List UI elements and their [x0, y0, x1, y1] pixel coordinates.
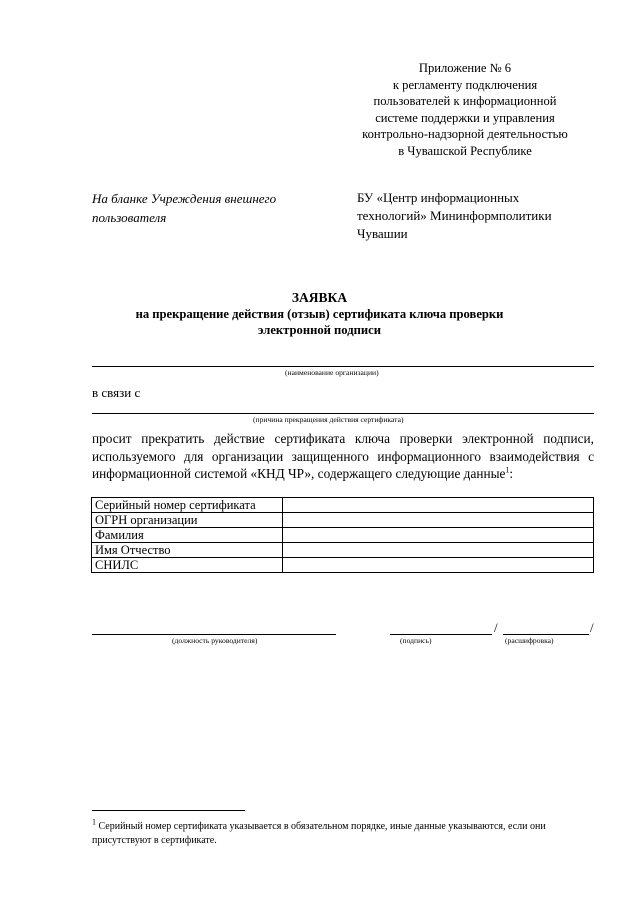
reason-field-line[interactable]	[92, 413, 594, 414]
table-cell-value[interactable]	[283, 558, 594, 573]
document-subtitle	[0, 306, 639, 338]
decoding-caption: (расшифровка)	[505, 636, 554, 645]
recipient-line: БУ «Центр информационных	[357, 190, 520, 205]
position-caption: (должность руководителя)	[172, 636, 258, 645]
footnote	[92, 817, 592, 848]
reason-caption: (причина прекращения действия сертификата)	[253, 415, 404, 424]
table-cell-label: Имя Отчество	[92, 543, 283, 558]
appendix-line: системе поддержки и управления	[375, 110, 555, 125]
appendix-line: к регламенту подключения	[392, 77, 538, 92]
appendix-line: пользователей к информационной	[373, 94, 557, 108]
signature-slash: /	[494, 620, 498, 635]
subtitle-line: электронной подписи	[258, 323, 381, 337]
letterhead-note-line: На бланке Учреждения внешнего	[92, 191, 277, 206]
table-cell-label: Серийный номер сертификата	[92, 498, 283, 513]
table-row	[92, 558, 594, 573]
footnote-separator	[92, 810, 245, 811]
decoding-slash: /	[590, 620, 594, 635]
appendix-line: контрольно-надзорной деятельностью	[362, 127, 568, 141]
subtitle-line: на прекращение действия (отзыв) сертификата ключа проверки	[135, 307, 504, 321]
table-cell-value[interactable]	[283, 528, 594, 543]
in-connection-label: в связи с	[92, 385, 141, 400]
table-cell-value[interactable]	[283, 498, 594, 513]
table-row	[92, 528, 594, 543]
decoding-field-line[interactable]	[503, 634, 589, 635]
certificate-data-table	[91, 497, 594, 573]
signature-field-line[interactable]	[390, 634, 492, 635]
appendix-header	[330, 60, 600, 159]
recipient-line: технологий» Мининформполитики	[357, 208, 552, 223]
recipient-line: Чувашии	[357, 226, 408, 241]
footnote-mark: 1	[92, 817, 96, 827]
table-cell-value[interactable]	[283, 543, 594, 558]
org-name-field-line[interactable]	[92, 366, 594, 367]
request-text: просит прекратить действие сертификата ключа проверки электронной подписи, используемого для организации защищенного информационного взаимодействия с информационной системой «КНД ЧР», содержащего следующие данные	[92, 431, 594, 481]
footnote-text: Серийный номер сертификата указывается в обязательном порядке, иные данные указываются, если они присутствуют в сертификате.	[92, 821, 546, 846]
footnote-ref: 1	[505, 465, 510, 475]
org-name-caption: (наименование организации)	[285, 368, 379, 377]
letterhead-note	[92, 189, 276, 227]
recipient-block	[357, 189, 552, 243]
position-field-line[interactable]	[92, 634, 336, 635]
table-row	[92, 543, 594, 558]
letterhead-note-line: пользователя	[92, 210, 167, 225]
table-row	[92, 498, 594, 513]
appendix-line: Приложение № 6	[418, 61, 512, 75]
table-row	[92, 513, 594, 528]
table-cell-label: Фамилия	[92, 528, 283, 543]
table-cell-label: ОГРН организации	[92, 513, 283, 528]
request-paragraph: просит прекратить действие сертификата ключа проверки электронной подписи, используемого для организации защищенного информационного взаимодействия с информационной системой «КНД ЧР», содержащего следующие данные$^1$:	[92, 431, 594, 481]
table-cell-label: СНИЛС	[92, 558, 283, 573]
signature-caption: (подпись)	[400, 636, 432, 645]
document-title: ЗАЯВКА	[291, 290, 348, 305]
appendix-line: в Чувашской Республике	[398, 143, 532, 158]
table-cell-value[interactable]	[283, 513, 594, 528]
